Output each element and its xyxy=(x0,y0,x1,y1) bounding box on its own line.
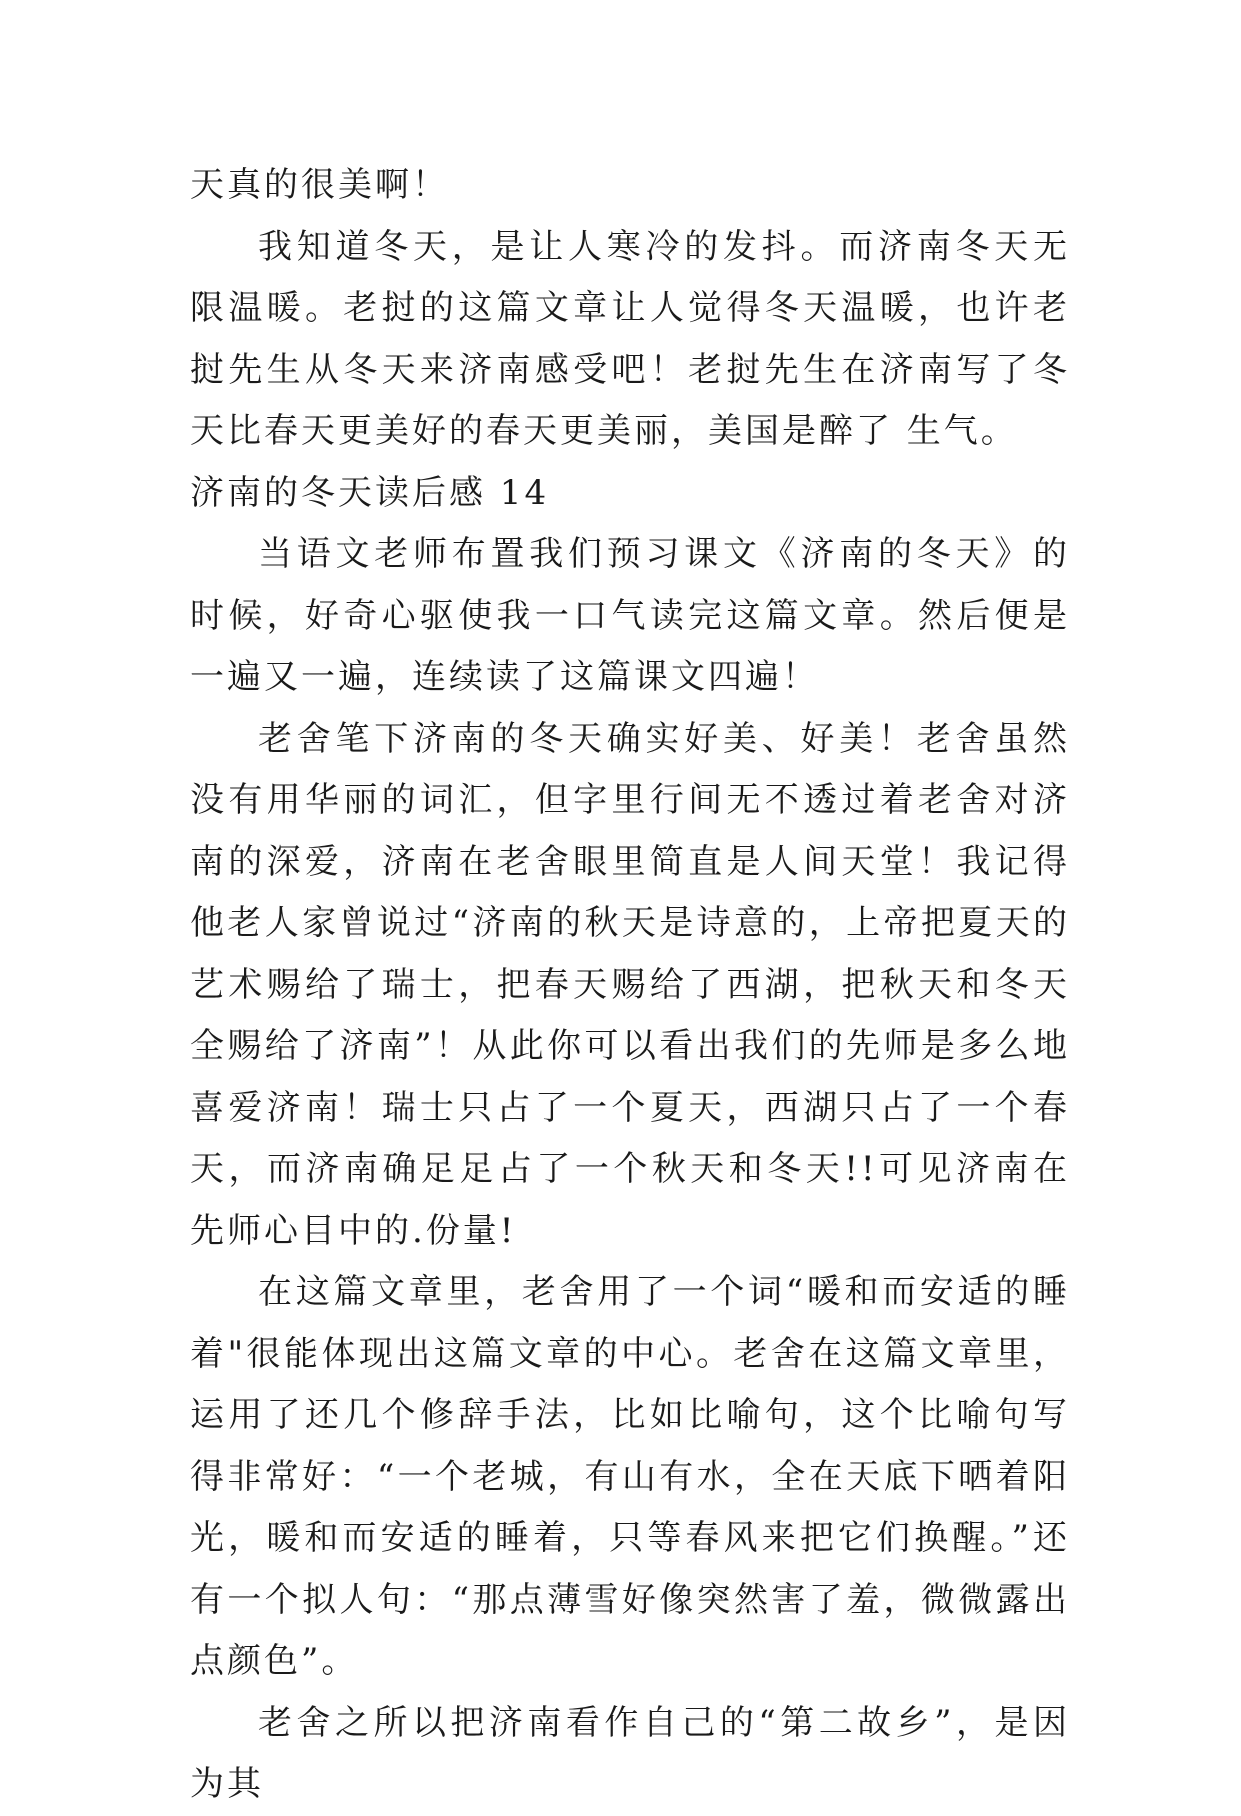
paragraph: 在这篇文章里，老舍用了一个词“暖和而安适的睡着"很能体现出这篇文章的中心。老舍在这篇文章里，运用了还几个修辞手法，比如比喻句，这个比喻句写得非常好：“一个老城，有山有水，全在天底下晒着阳光，暖和而安适的睡着，只等春风来把它们换醒。”还有一个拟人句：“那点薄雪好像突然害了羞，微微露出点颜色”。 xyxy=(190,1272,1070,1681)
paragraph: 天真的很美啊！ xyxy=(190,165,449,205)
section-heading: 济南的冬天读后感 14 xyxy=(190,472,550,513)
paragraph: 老舍笔下济南的冬天确实好美、好美！老舍虽然没有用华丽的词汇，但字里行间无不透过着老舍对济南的深爱，济南在老舍眼里简直是人间天堂！我记得他老人家曾说过“济南的秋天是诗意的，上帝把夏天的艺术赐给了瑞士，把春天赐给了西湖，把秋天和冬天全赐给了济南”！从此你可以看出我们的先师是多么地喜爱济南！瑞士只占了一个夏天，西湖只占了一个春天，而济南确足足占了一个秋天和冬天!!可见济南在先师心目中的.份量! xyxy=(190,718,1070,1251)
paragraph: 老舍之所以把济南看作自己的“第二故乡”，是因为其 xyxy=(190,1702,1070,1804)
document-body xyxy=(190,155,1070,1816)
paragraph: 我知道冬天，是让人寒冷的发抖。而济南冬天无限温暖。老挝的这篇文章让人觉得冬天温暖，也许老挝先生从冬天来济南感受吧！老挝先生在济南写了冬天比春天更美好的春天更美丽，美国是醉了 生气。 xyxy=(190,226,1070,451)
paragraph: 当语文老师布置我们预习课文《济南的冬天》的时候，好奇心驱使我一口气读完这篇文章。然后便是一遍又一遍，连续读了这篇课文四遍！ xyxy=(190,534,1070,697)
